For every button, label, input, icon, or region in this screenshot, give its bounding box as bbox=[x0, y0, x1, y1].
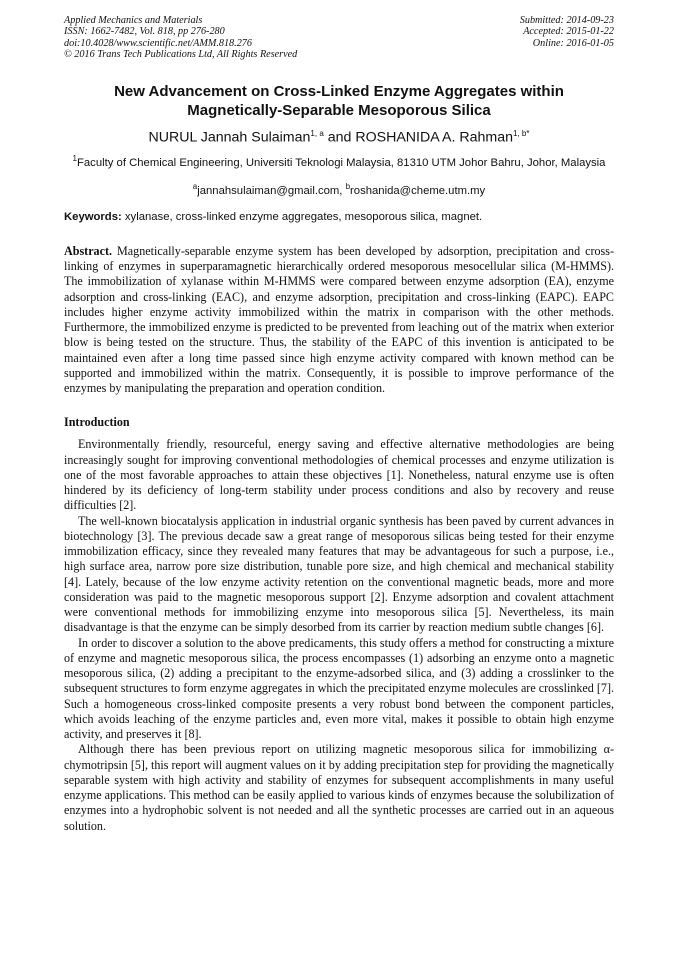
journal-name: Applied Mechanics and Materials bbox=[64, 15, 203, 26]
online-date: Online: 2016-01-05 bbox=[532, 37, 614, 49]
doi-line: doi:10.4028/www.scientific.net/AMM.818.276 bbox=[64, 37, 252, 49]
abstract-text: Magnetically-separable enzyme system has been developed by adsorption, precipitation and cross-linking of enzymes in superparamagnetic hierarchically ordered mesoporous mesocellular silica (M-HMMS). The immobilization of xylanase within M-HMMS were compared between enzyme adsorption (EA), enzyme adsorption and cross-linking (EAC), and enzyme adsorption, precipitation and cross-linking (EAPC). EAPC includes higher enzyme activity immobilized within the matrix in comparison with the other methods. Furthermore, the immobilized enzyme is predicted to be prevented from leaching out of the matrix when exterior blow is being tested on the structure. Thus, the stability of the EAPC of this invention is anticipated to be maintained even after a long time passed since high enzyme activity compared with known method can be supported and immobilized within the matrix. Consequently, it is possible to improve performance of the enzymes by manipulating the preparation and operation condition. bbox=[64, 243, 614, 396]
affiliation-text: Faculty of Chemical Engineering, Universiti Teknologi Malaysia, 81310 UTM Johor Bahru, Johor, Malaysia bbox=[76, 157, 606, 170]
keywords-text: xylanase, cross-linked enzyme aggregates, mesoporous silica, magnet. bbox=[121, 210, 483, 223]
submitted-date: Submitted: 2014-09-23 bbox=[519, 15, 614, 26]
accepted-date: Accepted: 2015-01-22 bbox=[523, 26, 614, 38]
author-line bbox=[64, 125, 614, 147]
author-1-affiliation: 1, a bbox=[310, 128, 324, 138]
issn-line: ISSN: 1662-7482, Vol. 818, pp 276-280 bbox=[64, 26, 225, 38]
email-a: jannahsulaiman@gmail.com, bbox=[197, 184, 346, 197]
intro-paragraph-3: In order to discover a solution to the above predicaments, this study offers a method for constructing a mixture of enzyme and magnetic mesoporous silica, the process encompasses (1) adsorbing an enzyme onto a magnetic mesoporous silica, (2) adding a precipitant to the enzyme-adsorbed silica, and (3) adding a crosslinker to the subsequent structures to form enzyme aggregates in which the precipitated enzyme molecules are crosslinked [7]. Such a homogeneous cross-linked composite presents a very robust bond between the component particles, which avoids leaching of the enzyme particles and, even more vital, makes it possible to obtain high enzyme activity, and preserves it [8]. bbox=[64, 635, 614, 742]
affiliation bbox=[64, 151, 614, 171]
author-1: NURUL Jannah Sulaiman bbox=[148, 129, 311, 146]
email-b-marker: b bbox=[345, 182, 351, 192]
email-b: roshanida@cheme.utm.my bbox=[350, 184, 486, 197]
author-conjunction: and bbox=[323, 129, 356, 146]
intro-paragraph-2: The well-known biocatalysis application in industrial organic synthesis has been paved by current advances in biotechnology [3]. The previous decade saw a great range of mesoporous silicas being tested for their enzyme immobilization efficacy, since they revealed many features that may be advantageous for such a purpose, i.e., high surface area, narrow pore size distribution, tunable pore size, and high chemical and mechanical stability [4]. Lately, because of the low enzyme activity retention on the conventional magnetic beads, more and more consideration was paid to the magnetic mesoporous support [2]. Enzyme adsorption and covalent attachment were conventional methods for immobilizing enzyme into mesoporous silica [5]. Nevertheless, its main disadvantage is that the enzyme can be simply desorbed from its carrier by reaction medium subtle changes [6]. bbox=[64, 513, 614, 635]
abstract bbox=[64, 244, 614, 397]
intro-paragraph-1: Environmentally friendly, resourceful, energy saving and effective alternative methodologies are being increasingly sought for improving conventional methodologies of chemical processes and enzyme utilization is one of the most favorable approaches to attain these objectives [1]. Nonetheless, natural enzyme use is often hindered by its deficiency of long-term stability under process conditions and also by recovery and reuse difficulties [2]. bbox=[64, 437, 614, 513]
journal-header bbox=[64, 15, 614, 61]
email-a-marker: a bbox=[192, 182, 198, 192]
email-line bbox=[64, 180, 614, 198]
paper-title: New Advancement on Cross-Linked Enzyme Aggregates within Magnetically-Separable Mesoporous Silica bbox=[114, 82, 564, 119]
author-2-affiliation: 1, b* bbox=[513, 128, 530, 138]
header-left bbox=[64, 15, 297, 61]
copyright-line: © 2016 Trans Tech Publications Ltd, All Rights Reserved bbox=[64, 49, 298, 61]
affiliation-marker: 1 bbox=[72, 154, 77, 164]
introduction-heading: Introduction bbox=[64, 415, 130, 430]
header-right bbox=[520, 15, 614, 61]
intro-paragraph-4: Although there has been previous report on utilizing magnetic mesoporous silica for immobilizing α-chymotripsin [5], this report will augment values on it by adding precipitation step for providing the magnetically separable system with high activity and stability of enzymes for subsequent accomplishments in many useful enzyme applications. This method can be easily applied to various kinds of enzymes because the solubilization of enzymes into a hydrophobic solvent is not needed and all the synthetic processes are carried out in an aqueous solution. bbox=[64, 742, 614, 833]
abstract-label: Abstract. bbox=[64, 243, 113, 258]
keywords-label: Keywords: bbox=[64, 210, 122, 223]
keywords bbox=[64, 210, 614, 224]
author-2: ROSHANIDA A. Rahman bbox=[355, 129, 514, 146]
